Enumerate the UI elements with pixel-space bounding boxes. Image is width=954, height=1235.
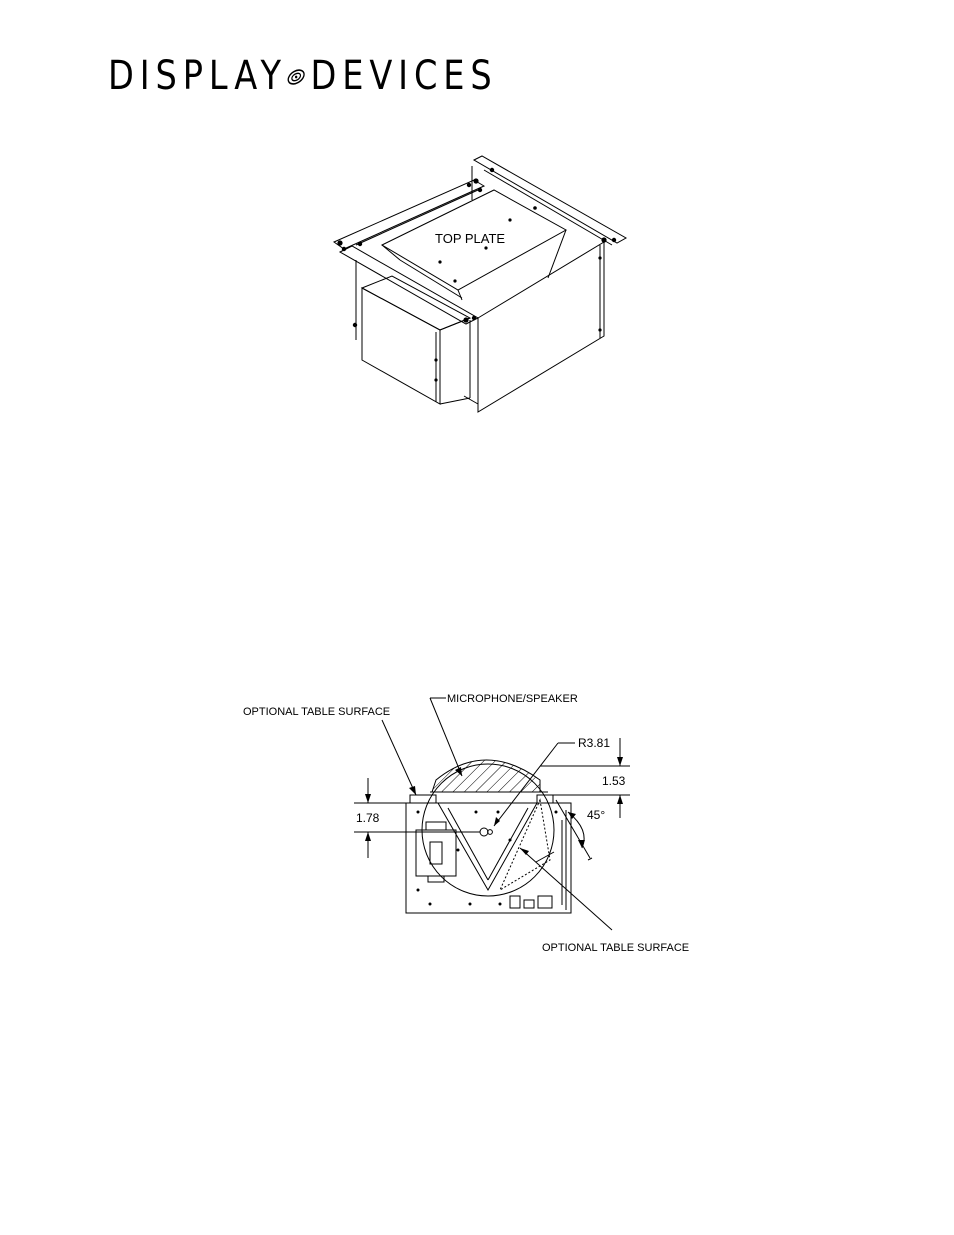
label-table-surface-lower: OPTIONAL TABLE SURFACE	[542, 942, 690, 954]
label-microphone-speaker: MICROPHONE/SPEAKER	[447, 693, 578, 705]
brand-text-display: DISPLAY	[108, 53, 287, 99]
label-radius: R3.81	[578, 736, 611, 750]
leader-table-surface-upper	[382, 720, 416, 795]
label-dimension-1-53: 1.53	[602, 774, 626, 788]
label-top-plate: TOP PLATE	[435, 231, 506, 246]
label-table-surface-upper: OPTIONAL TABLE SURFACE	[243, 706, 391, 718]
table-surface-left	[410, 795, 436, 803]
brand-text-devices: DEVICES	[310, 53, 498, 99]
label-angle-45: 45°	[587, 808, 606, 822]
leader-mic-speaker	[430, 698, 462, 776]
label-dimension-1-78: 1.78	[356, 811, 380, 825]
pivot-point	[480, 828, 488, 836]
